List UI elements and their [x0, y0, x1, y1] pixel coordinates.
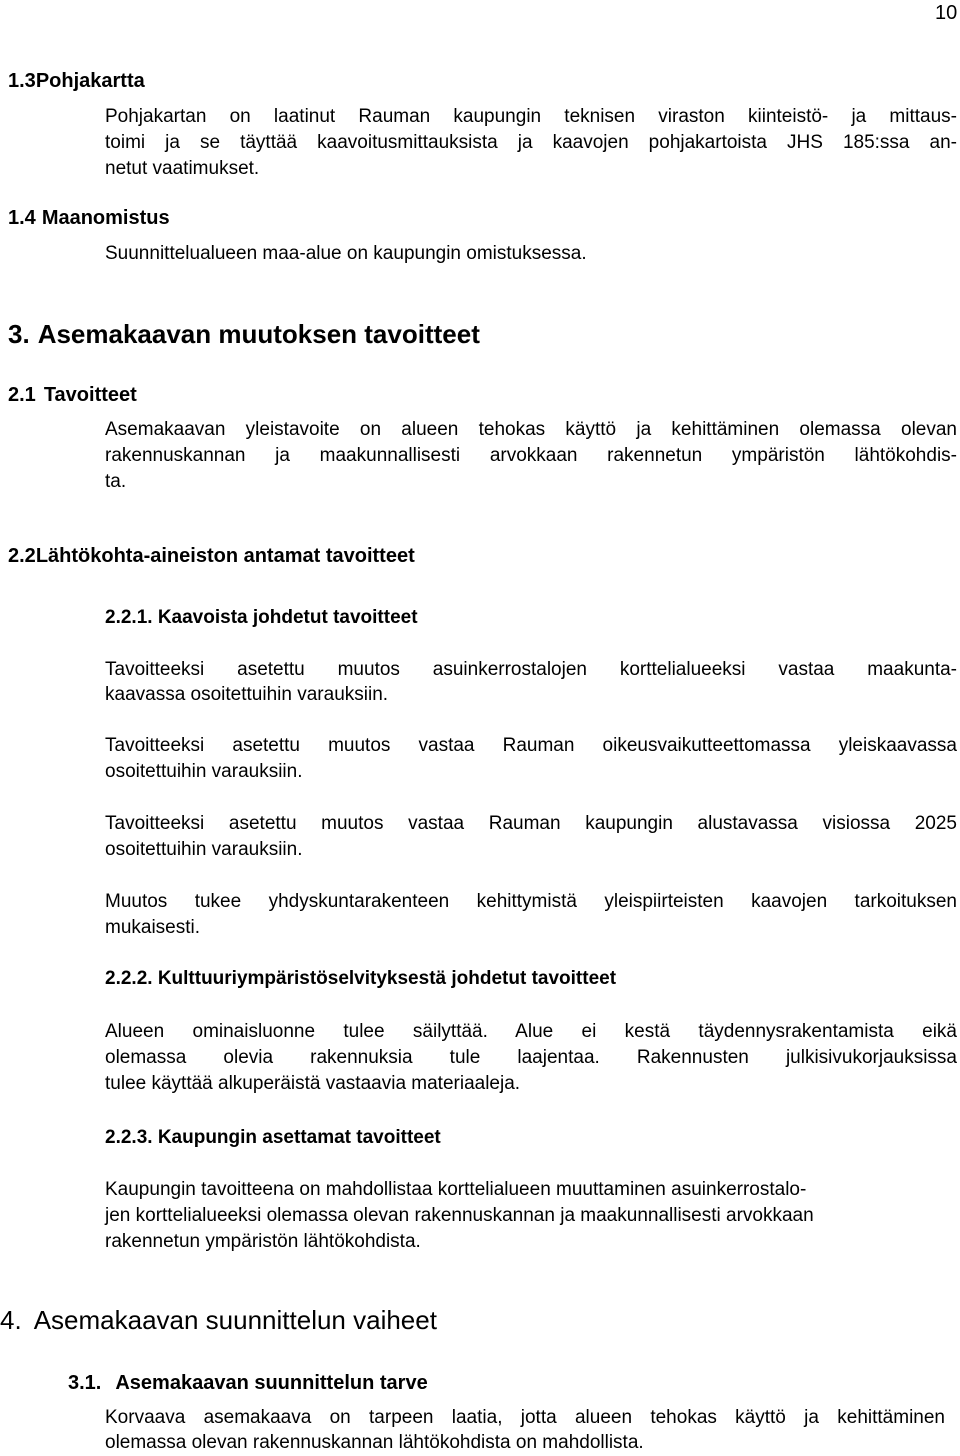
text-line: Korvaava asemakaava on tarpeen laatia, jotta alueen tehokas käyttö ja kehittäminen — [105, 1407, 945, 1428]
section-title: Pohjakartta — [35, 70, 145, 92]
section-title: Asemakaavan suunnittelun tarve — [115, 1372, 428, 1394]
text-line: osoitettuihin varauksiin. — [105, 761, 303, 782]
chapter-heading-4 — [0, 1305, 437, 1336]
text-line: jen korttelialueeksi olemassa olevan rakennuskannan ja maakunnallisesti arvokkaan — [105, 1205, 814, 1226]
text-line: rakennetun ympäristön lähtökohdista. — [105, 1231, 421, 1252]
page-number: 10 — [935, 2, 958, 24]
chapter-heading-3 — [8, 319, 480, 350]
section-heading-2-2 — [8, 545, 415, 568]
section-number: 1.3 — [8, 70, 36, 92]
section-number: 2.1 — [8, 384, 36, 406]
subsection-heading-2-2-1: 2.2.1. Kaavoista johdetut tavoitteet — [105, 607, 418, 628]
section-title: Tavoitteet — [43, 384, 137, 406]
subsection-heading-2-2-3: 2.2.3. Kaupungin asettamat tavoitteet — [105, 1127, 441, 1148]
text-line: rakennuskannan ja maakunnallisesti arvokkaan rakennetun ympäristön lähtökohdis- — [105, 445, 957, 466]
chapter-number: 3. — [8, 319, 30, 349]
text-line: ta. — [105, 471, 127, 492]
chapter-number: 4. — [0, 1305, 22, 1335]
text-line: Suunnittelualueen maa-alue on kaupungin omistuksessa. — [105, 243, 587, 264]
text-line: olemassa olevan rakennuskannan lähtökohdista on mahdollista. — [105, 1432, 644, 1453]
text-line: Tavoitteeksi asetettu muutos vastaa Rauman kaupungin alustavassa visiossa 2025 — [105, 813, 957, 834]
chapter-title: Asemakaavan suunnittelun vaiheet — [33, 1305, 437, 1335]
text-line: Tavoitteeksi asetettu muutos asuinkerrostalojen korttelialueeksi vastaa maakunta- — [105, 659, 957, 680]
text-line: Kaupungin tavoitteena on mahdollistaa korttelialueen muuttaminen asuinkerrostalo- — [105, 1179, 807, 1200]
section-number: 3.1. — [68, 1372, 102, 1394]
section-number: 2.2 — [8, 545, 36, 567]
text-line: olemassa olevia rakennuksia tule laajentaa. Rakennusten julkisivukorjauksissa — [105, 1047, 957, 1068]
text-line: Alueen ominaisluonne tulee säilyttää. Alue ei kestä täydennysrakentamista eikä — [105, 1021, 957, 1042]
text-line: osoitettuihin varauksiin. — [105, 839, 303, 860]
subsection-heading-2-2-2: 2.2.2. Kulttuuriympäristöselvityksestä johdetut tavoitteet — [105, 968, 617, 989]
section-title: Lähtökohta-aineiston antamat tavoitteet — [35, 545, 415, 567]
section-heading-3-1 — [68, 1372, 428, 1395]
text-line: Pohjakartan on laatinut Rauman kaupungin teknisen viraston kiinteistö- ja mittaus- — [105, 106, 957, 127]
text-line: Tavoitteeksi asetettu muutos vastaa Rauman oikeusvaikutteettomassa yleiskaavassa — [105, 735, 957, 756]
text-line: Muutos tukee yhdyskuntarakenteen kehittymistä yleispiirteisten kaavojen tarkoituksen — [105, 891, 957, 912]
text-line: mukaisesti. — [105, 917, 201, 938]
section-number: 1.4 — [8, 207, 36, 229]
section-heading-1-3 — [8, 70, 145, 93]
text-line: tulee käyttää alkuperäistä vastaavia materiaaleja. — [105, 1073, 521, 1094]
chapter-title: Asemakaavan muutoksen tavoitteet — [37, 319, 480, 349]
text-line: kaavassa osoitettuihin varauksiin. — [105, 684, 389, 705]
section-title: Maanomistus — [41, 207, 170, 229]
section-heading-1-4 — [8, 207, 170, 230]
text-line: Asemakaavan yleistavoite on alueen tehokas käyttö ja kehittäminen olemassa olevan — [105, 419, 957, 440]
text-line: toimi ja se täyttää kaavoitusmittauksista ja kaavojen pohjakartoista JHS 185:ssa an- — [105, 132, 957, 153]
section-heading-2-1 — [8, 384, 137, 407]
text-line: netut vaatimukset. — [105, 158, 260, 179]
